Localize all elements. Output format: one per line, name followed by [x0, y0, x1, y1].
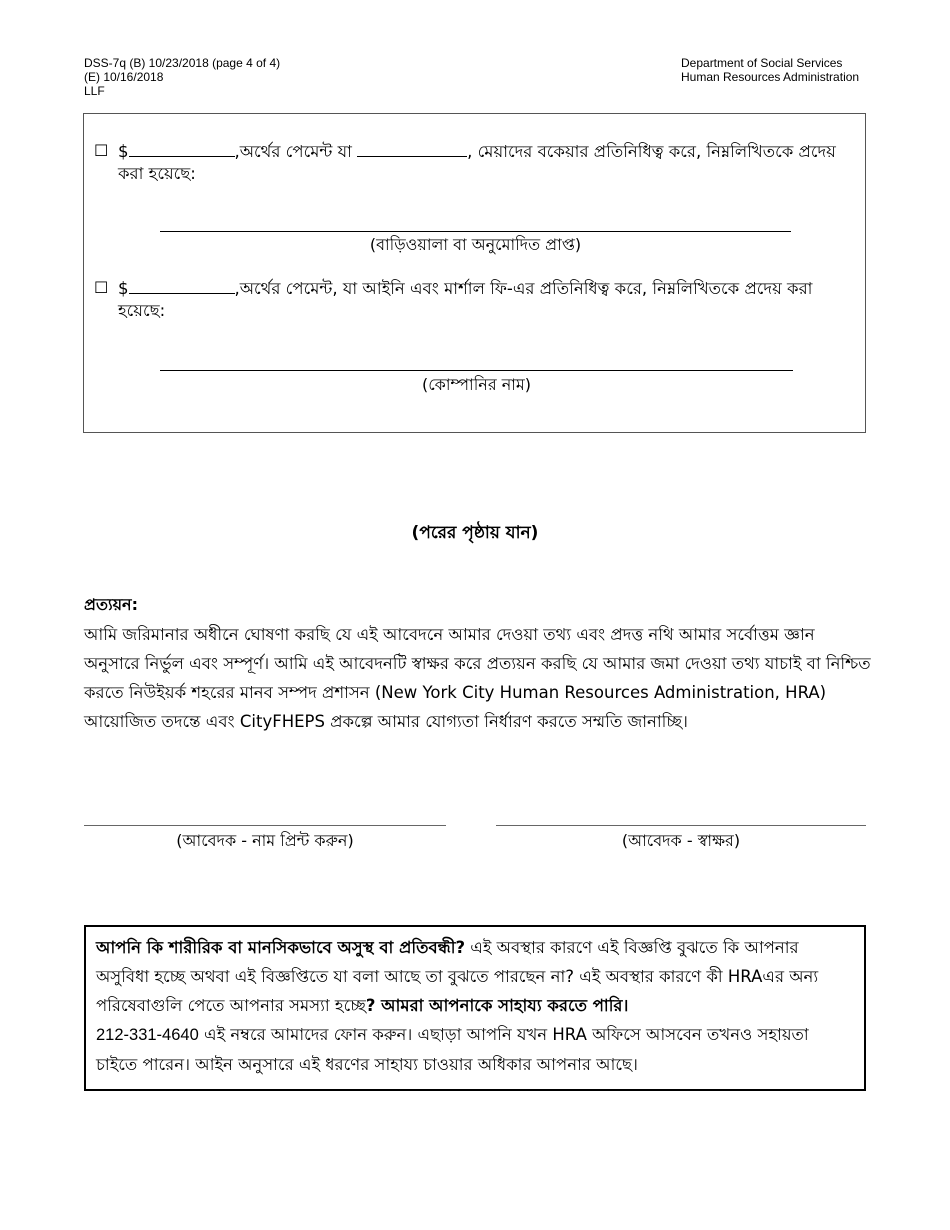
- help-offer: ? আমরা আপনাকে সাহায্য করতে পারি।: [365, 996, 629, 1015]
- applicant-signature-caption: (আবেদক - স্বাক্ষর): [621, 831, 741, 850]
- agency-block: [681, 56, 859, 84]
- dollar-sign: $: [118, 279, 129, 298]
- company-caption: (কোম্পানির নাম): [421, 375, 532, 394]
- form-english-date: (E) 10/16/2018: [84, 70, 164, 84]
- arrears-text-a: ,অর্থের পেমেন্ট যা: [234, 142, 358, 161]
- arrears-period-field[interactable]: [357, 140, 467, 157]
- arrears-amount-field[interactable]: [129, 140, 235, 157]
- help-text-2: এই নম্বরে আমাদের ফোন করুন। এছাড়া আপনি যখন HRA অফিসে আসবেন তখনও সহায়তা চাইতে পারেন। আইন অনুসারে এই ধরণের সাহায্য চাওয়ার অধিকার আপনার আছে।: [96, 1025, 809, 1074]
- legal-fee-checkbox[interactable]: ☐: [94, 278, 109, 297]
- continue-note: (পরের পৃষ্ঠায় যান): [411, 523, 539, 543]
- certification-title: প্রত্যয়ন:: [84, 595, 138, 614]
- form-id-block: [84, 56, 280, 98]
- legal-fee-payment-item: [94, 277, 854, 322]
- company-name-line[interactable]: [160, 370, 793, 371]
- help-text-1: এই অবস্থার কারণে এই বিজ্ঞপ্তি বুঝতে কি আপনার অসুবিধা হচ্ছে অথবা এই বিজ্ঞপ্তিতে যা বলা আছে তা বুঝতে পারছেন না? এই অবস্থার কারণে কী HRAএর অন্য পরিষেবাগুলি পেতে আপনার সমস্যা হচ্ছে: [96, 938, 819, 1015]
- arrears-payment-item: [94, 140, 854, 185]
- dollar-sign: $: [118, 142, 129, 161]
- agency-department: Department of Social Services: [681, 56, 843, 70]
- applicant-signature-line[interactable]: [496, 825, 866, 826]
- form-code: LLF: [84, 84, 105, 98]
- payment-box: [83, 113, 866, 433]
- arrears-text-b: , মেয়াদের বকেয়ার প্রতিনিধিত্ব করে, নিম্নলিখিতকে প্রদেয় করা হয়েছে:: [118, 142, 836, 183]
- help-question: আপনি কি শারীরিক বা মানসিকভাবে অসুস্থ বা প্রতিবন্ধী?: [96, 938, 466, 957]
- form-id: DSS-7q (B) 10/23/2018 (page 4 of 4): [84, 56, 281, 70]
- legal-fee-amount-field[interactable]: [129, 277, 235, 294]
- disability-help-box: [84, 925, 866, 1091]
- arrears-checkbox[interactable]: ☐: [94, 141, 109, 160]
- legal-fee-text: ,অর্থের পেমেন্ট, যা আইনি এবং মার্শাল ফি-এর প্রতিনিধিত্ব করে, নিম্নলিখিতকে প্রদেয় করা হয়েছে:: [118, 279, 813, 320]
- agency-administration: Human Resources Administration: [681, 70, 860, 84]
- applicant-name-caption: (আবেদক - নাম প্রিন্ট করুন): [176, 831, 354, 850]
- help-phone-number: 212-331-4640: [96, 1026, 199, 1044]
- landlord-caption: (বাড়িওয়ালা বা অনুমোদিত প্রাপ্ত): [369, 235, 582, 254]
- certification-body: আমি জরিমানার অধীনে ঘোষণা করছি যে এই আবেদনে আমার দেওয়া তথ্য এবং প্রদত্ত নথি আমার সর্বোত্তম জ্ঞান অনুসারে নির্ভুল এবং সম্পূর্ণ। আমি এই আবেদনটি স্বাক্ষর করে প্রত্যয়ন করছি যে আমার জমা দেওয়া তথ্য যাচাই বা নিশ্চিত করতে নিউইয়র্ক শহরের মানব সম্পদ প্রশাসন (New York City Human Resources Administration, HRA) আয়োজিত তদন্তে এবং CityFHEPS প্রকল্পে আমার যোগ্যতা নির্ধারণ করতে সম্মতি জানাচ্ছি।: [84, 625, 871, 731]
- applicant-name-line[interactable]: [84, 825, 446, 826]
